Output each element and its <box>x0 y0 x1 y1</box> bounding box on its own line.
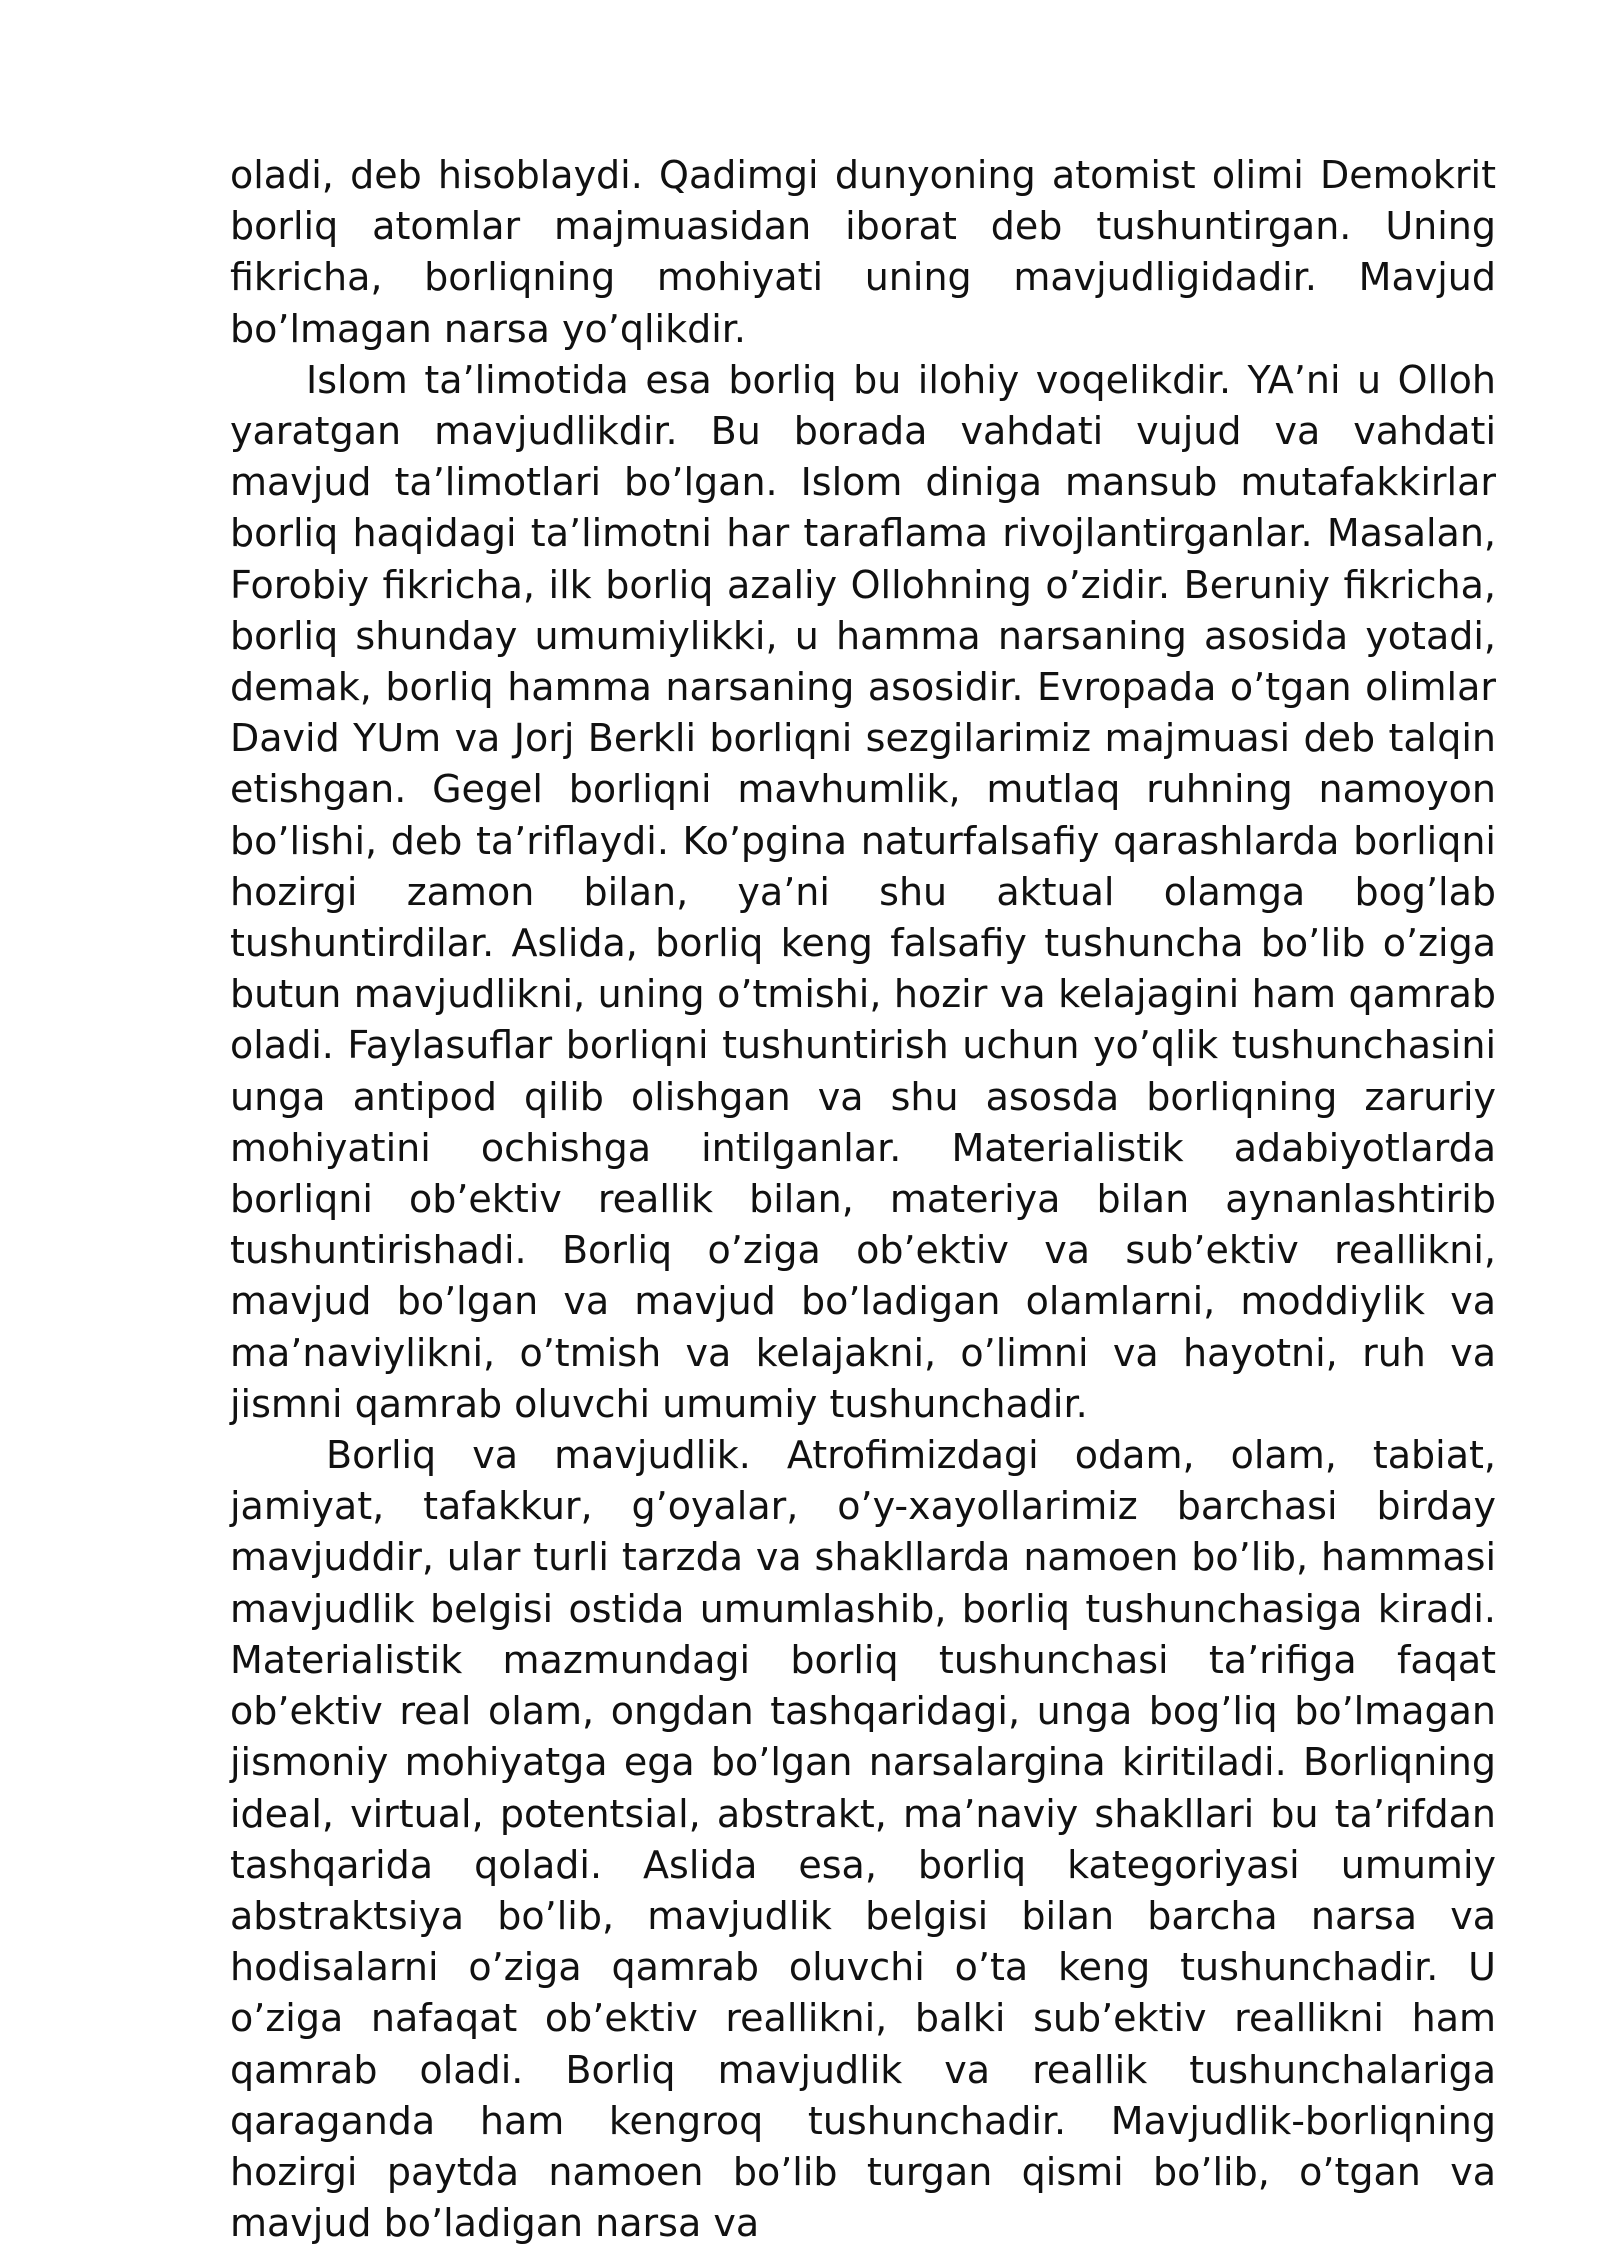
paragraph-islom-teaching: Islom ta’limotida esa borliq bu ilohiy voqelikdir. YA’ni u Olloh yaratgan mavjudlikdir. Bu borada vahdati vujud va vahdati mavjud ta’limotlari bo’lgan. Islom diniga mansub mutafakkirlar borliq haqidagi ta’limotni har taraflama rivojlantirganlar. Masalan, Forobiy fikricha, ilk borliq azaliy Ollohning o’zidir. Beruniy fikricha, borliq shunday umumiylikki, u hamma narsaning asosida yotadi, demak, borliq hamma narsaning asosidir. Evropada o’tgan olimlar David YUm va Jorj Berkli borliqni sezgilarimiz majmuasi deb talqin etishgan. Gegel borliqni mavhumlik, mutlaq ruhning namoyon bo’lishi, deb ta’riflaydi. Ko’pgina naturfalsafiy qarashlarda borliqni hozirgi zamon bilan, ya’ni shu aktual olamga bog’lab tushuntirdilar. Aslida, borliq keng falsafiy tushuncha bo’lib o’ziga butun mavjudlikni, uning o’tmishi, hozir va kelajagini ham qamrab oladi. Faylasuflar borliqni tushuntirish uchun yo’qlik tushunchasini unga antipod qilib olishgan va shu asosda borliqning zaruriy mohiyatini ochishga intilganlar. Materialistik adabiyotlarda borliqni ob’ektiv reallik bilan, materiya bilan aynanlashtirib tushuntirishadi. Borliq o’ziga ob’ektiv va sub’ektiv reallikni, mavjud bo’lgan va mavjud bo’ladigan olamlarni, moddiylik va ma’naviylikni, o’tmish va kelajakni, o’limni va hayotni, ruh va jismni qamrab oluvchi umumiy tushunchadir. <box>230 357 1496 1426</box>
document-page <box>230 150 1496 2249</box>
paragraph-borliq-va-mavjudlik: Borliq va mavjudlik. Atrofimizdagi odam, olam, tabiat, jamiyat, tafakkur, g’oyalar, o’y-xayollarimiz barchasi birday mavjuddir, ular turli tarzda va shakllarda namoen bo’lib, hammasi mavjudlik belgisi ostida umumlashib, borliq tushunchasiga kiradi. Materialistik mazmundagi borliq tushunchasi ta’rifiga faqat ob’ektiv real olam, ongdan tashqaridagi, unga bog’liq bo’lmagan jismoniy mohiyatga ega bo’lgan narsalargina kiritiladi. Borliqning ideal, virtual, potentsial, abstrakt, ma’naviy shakllari bu ta’rifdan tashqarida qoladi. Aslida esa, borliq kategoriyasi umumiy abstraktsiya bo’lib, mavjudlik belgisi bilan barcha narsa va hodisalarni o’ziga qamrab oluvchi o’ta keng tushunchadir. U o’ziga nafaqat ob’ektiv reallikni, balki sub’ektiv reallikni ham qamrab oladi. Borliq mavjudlik va reallik tushunchalariga qaraganda ham kengroq tushunchadir. Mavjudlik-borliqning hozirgi paytda namoen bo’lib turgan qismi bo’lib, o’tgan va mavjud bo’ladigan narsa va <box>230 1433 1496 2246</box>
paragraph-continuation: oladi, deb hisoblaydi. Qadimgi dunyoning atomist olimi Demokrit borliq atomlar majmuasidan iborat deb tushuntirgan. Uning fikricha, borliqning mohiyati uning mavjudligidadir. Mavjud bo’lmagan narsa yo’qlikdir. <box>230 153 1496 351</box>
